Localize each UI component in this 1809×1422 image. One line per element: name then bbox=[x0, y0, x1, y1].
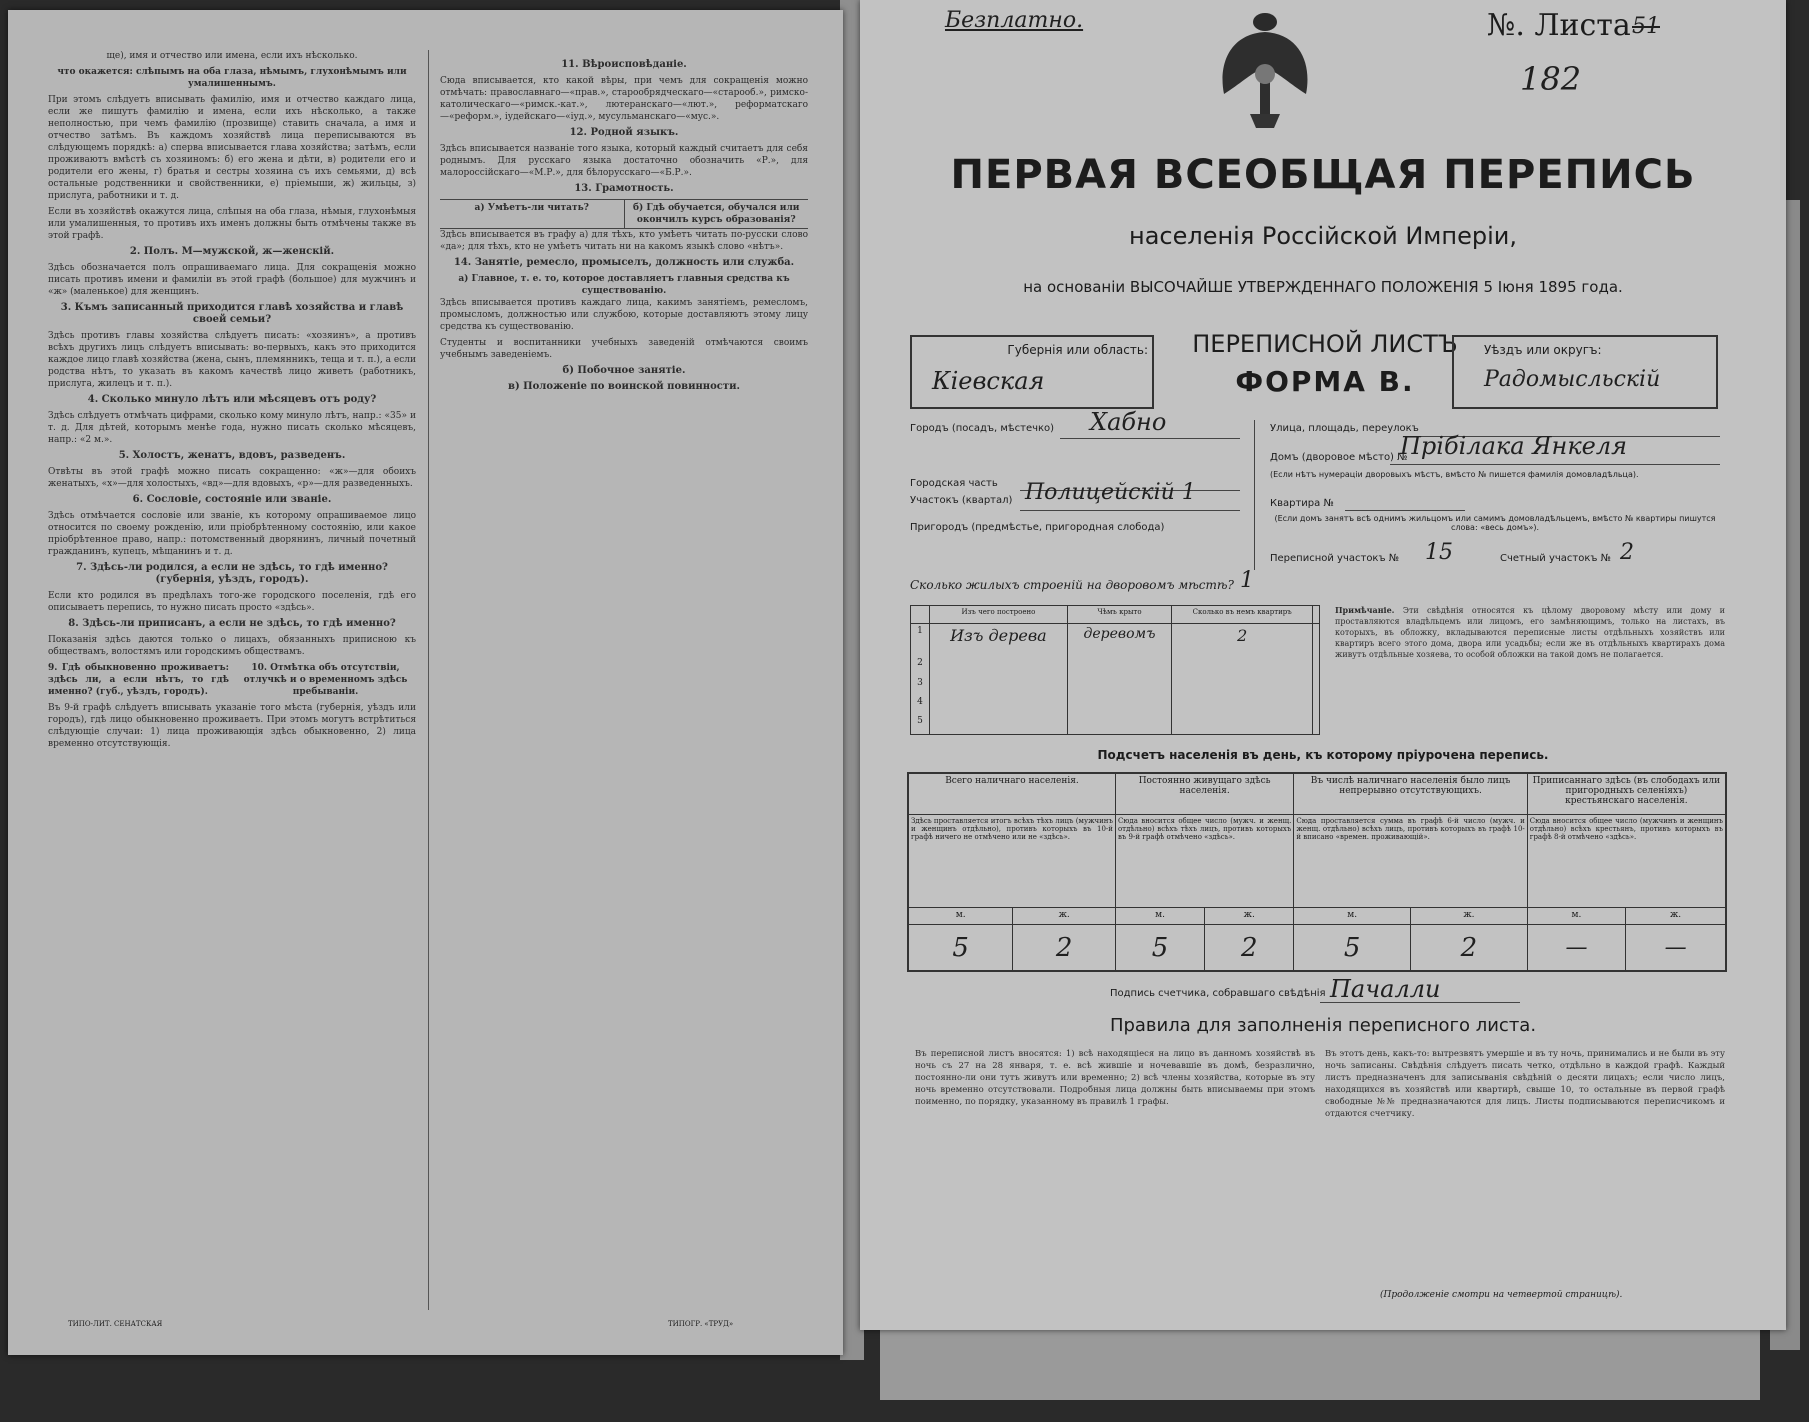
uchastok-label: Участокъ (квартал) bbox=[910, 495, 1013, 506]
uezd-box bbox=[1452, 335, 1718, 409]
pop-zh: ж. bbox=[1013, 907, 1116, 924]
rules-column-2: Въ этотъ день, какъ-то: вытрезвятъ умершіе и въ ту ночь, принимались и не были въ эту ночь записаны. Свѣдѣнія слѣдуетъ писать четко, отдѣльно в каждой графѣ. Каждый листъ предназначенъ для записыванія свѣдѣній о десяти лицахъ; если число лицъ, находящихся въ хозяйствѣ или квартирѣ, свыше 10, то остальные въ первой графѣ свободные №№ предназначаются для лицъ. Листы подписываются переписчикомъ и отдаются счетчику. bbox=[1325, 1049, 1725, 1119]
census-form-page bbox=[860, 0, 1786, 1330]
section-14-text: Здѣсь вписывается противъ каждаго лица, какимъ занятіемъ, ремесломъ, промысломъ, должностью или службою, которые доставляютъ этому лицу средства къ существованію. bbox=[440, 298, 808, 332]
rules-footer: (Продолженіе смотри на четвертой страницѣ). bbox=[1380, 1290, 1623, 1300]
gorod-label: Городъ (посадъ, мѣстечко) bbox=[910, 423, 1055, 434]
btable-cell bbox=[1313, 695, 1320, 714]
address-divider bbox=[1254, 420, 1255, 570]
pop-subtext-2: Сюда вносится общее число (мужч. и женщ. отдѣльно) всѣхъ тѣхъ лицъ, противъ которыхъ въ 9-й графѣ отмѣчено «здѣсь». bbox=[1115, 814, 1293, 907]
sheet-number-old: 51 bbox=[1632, 14, 1660, 39]
pop-zh: ж. bbox=[1205, 907, 1294, 924]
buildings-note bbox=[1335, 605, 1725, 740]
section-11-text: Сюда вписывается, кто какой вѣры, при чемъ для сокращенія можно отмѣчать: православнаго—«прав.», старообрядческаго—«старооб.», римско-католическаго—«римск.-кат.», лютеранскаго—«лют.», реформатскаго—«реформ.», іудейскаго—«іуд.», мусульманскаго—«мус.». bbox=[440, 76, 808, 122]
section-8-heading: 8. Здѣсь-ли приписанъ, а если не здѣсь, то гдѣ именно? bbox=[68, 618, 396, 629]
perep-value: 15 bbox=[1425, 540, 1453, 565]
btable-cell: 4 bbox=[911, 695, 930, 714]
col1-intro: что окажется: слѣпымъ на оба глаза, нѣмымъ, глухонѣмымъ или умалишеннымъ. bbox=[57, 67, 407, 89]
uchastok-line bbox=[1020, 510, 1240, 511]
schet-value: 2 bbox=[1620, 540, 1634, 565]
btable-cell bbox=[1067, 714, 1171, 734]
pop-header-total: Всего наличнаго населенія. bbox=[908, 773, 1115, 814]
btable-cell: 5 bbox=[911, 714, 930, 734]
pop-header-absent: Въ числѣ наличнаго населенія было лицъ непрерывно отсутствующихъ. bbox=[1294, 773, 1527, 814]
btable-cell bbox=[1172, 695, 1313, 714]
section-2-heading: 2. Полъ. М—мужской, ж—женскій. bbox=[129, 246, 335, 257]
signature-value: Пачалли bbox=[1330, 975, 1441, 1003]
col2-tail: Студенты и воспитанники учебныхъ заведеній отмѣчаются своимъ учебнымъ заведеніемъ. bbox=[440, 338, 808, 360]
footer-left: ТИПО-ЛИТ. СЕНАТСКАЯ bbox=[68, 1320, 163, 1328]
section-9-heading: 9. Гдѣ обыкновенно проживаетъ: здѣсь ли, а если нѣтъ, то гдѣ именно? (губ., уѣздъ, городъ). bbox=[48, 663, 229, 697]
table-row bbox=[911, 624, 1320, 657]
section-5-text: Отвѣты въ этой графѣ можно писать сокращенно: «ж»—для обоихъ женатыхъ, «х»—для холостыхъ, «вд»—для вдовыхъ, «р»—для разведенныхъ. bbox=[48, 467, 416, 489]
dom-note: (Если нѣтъ нумераціи дворовыхъ мѣстъ, вмѣсто № пишется фамилія домовладѣльца). bbox=[1270, 470, 1639, 479]
pop-header-permanent: Постоянно живущаго здѣсь населенія. bbox=[1115, 773, 1293, 814]
section-6-text: Здѣсь отмѣчается сословіе или званіе, къ которому опрашиваемое лицо относится по своему рожденію, или пріобрѣтенному состоянію, или какое пріобрѣтенное право, напр.: потомственный дворянинъ, личный почетный гражданинъ, купецъ, мѣщанинъ и т. д. bbox=[48, 511, 416, 557]
col1-top: ще), имя и отчество или имена, если ихъ нѣсколько. bbox=[106, 51, 358, 61]
btable-cell bbox=[930, 656, 1068, 675]
uezd-value: Радомысльскій bbox=[1484, 367, 1661, 392]
prigorod-label: Пригородъ (предмѣстье, пригородная слобода) bbox=[910, 522, 1165, 533]
btable-cell bbox=[1172, 676, 1313, 695]
imperial-eagle-emblem bbox=[1210, 4, 1320, 134]
signature-line bbox=[1320, 1002, 1520, 1003]
btable-cell bbox=[1067, 656, 1171, 675]
gubernia-value: Кіевская bbox=[932, 367, 1045, 395]
gubernia-box bbox=[910, 335, 1154, 409]
population-header-row bbox=[908, 773, 1726, 814]
btable-h-roof: Чѣмъ крыто bbox=[1067, 606, 1171, 624]
btable-cell bbox=[1313, 676, 1320, 695]
form-subtitle: населенія Россійской Имперіи, bbox=[1129, 222, 1517, 250]
population-table bbox=[907, 772, 1727, 972]
btable-cell bbox=[1313, 714, 1320, 734]
section-13-text: Здѣсь вписывается въ графу а) для тѣхъ, кто умѣетъ читать по-русски слово «да»; для тѣхъ, кто не умѣетъ читать ни на какомъ языкѣ слово «нѣтъ». bbox=[440, 230, 808, 252]
section-15-heading: б) Побочное занятіе. bbox=[562, 365, 686, 376]
btable-cell bbox=[1067, 676, 1171, 695]
pop-value: 2 bbox=[1205, 925, 1294, 971]
section-13-heading: 13. Грамотность. bbox=[574, 183, 674, 194]
gorod-line bbox=[1060, 438, 1240, 439]
col1-para1: При этомъ слѣдуетъ вписывать фамилію, имя и отчество каждаго лица, если же пишутъ фамилію и имена, если ихъ нѣсколько, а также неполностью, при чемъ фамилію (прозвище) ставить сначала, а имя и отчество затѣмъ. Въ каждомъ хозяйствѣ лица переписываются въ слѣдующемъ порядкѣ: а) сперва вписывается глава хозяйства; затѣмъ, если проживаютъ вмѣстѣ съ хозяиномъ: б) его жена и дѣти, в) родители его и родители его жены, г) братья и сестры хозяина съ ихъ семьями, д) всѣ остальные родственники и свойственники, е) пріемыши, ж) жильцы, з) прислуга, работники и т. д. bbox=[48, 95, 416, 201]
buildings-table-header bbox=[911, 606, 1320, 624]
pop-m: м. bbox=[1294, 907, 1411, 924]
section-5-heading: 5. Холостъ, женатъ, вдовъ, разведенъ. bbox=[118, 450, 346, 461]
btable-cell: 1 bbox=[911, 624, 930, 657]
btable-cell: 3 bbox=[911, 676, 930, 695]
pop-value: 2 bbox=[1013, 925, 1116, 971]
table-row bbox=[911, 695, 1320, 714]
note-title: Примѣчаніе. bbox=[1335, 605, 1395, 615]
section-4-text: Здѣсь слѣдуетъ отмѣчать цифрами, сколько кому минуло лѣтъ, напр.: «35» и т. д. Для дѣтей, которымъ менѣе года, нужно писать сколько мѣсяцевъ, напр.: «2 м.». bbox=[48, 411, 416, 445]
pop-value: 5 bbox=[908, 925, 1013, 971]
uchastok-value: Полицейскій 1 bbox=[1025, 480, 1196, 505]
section-7-text: Если кто родился въ предѣлахъ того-же городского поселенія, гдѣ его описываетъ перепись, то нужно писать просто «здѣсь». bbox=[48, 591, 416, 613]
table-row bbox=[911, 714, 1320, 734]
dom-line bbox=[1390, 464, 1720, 465]
section-16-heading: в) Положеніе по воинской повинности. bbox=[508, 381, 740, 392]
btable-h-extra bbox=[1313, 606, 1320, 624]
note-text: Эти свѣдѣнія относятся къ цѣлому дворовому мѣсту или дому и проставляются владѣльцемъ или лицомъ, его замѣняющимъ, только на листахъ, въ которыхъ, въ обложку, вкладываются переписные листы отдѣльныхъ хозяйствъ или квартиръ всего этого дома, двора или усадьбы; если же въ отдѣльныхъ квартирахъ дома живутъ отдѣльные хозяева, то особой обложки на такой домъ не полагается. bbox=[1335, 606, 1725, 659]
buildings-question: Сколько жилыхъ строеній на дворовомъ мѣстѣ? bbox=[910, 578, 1234, 592]
form-main-title: ПЕРВАЯ ВСЕОБЩАЯ ПЕРЕПИСЬ bbox=[950, 152, 1696, 198]
btable-cell bbox=[1313, 656, 1320, 675]
pop-value: — bbox=[1527, 925, 1625, 971]
footer-right: ТИПОГР. «ТРУД» bbox=[668, 1320, 734, 1328]
kv-line bbox=[1345, 510, 1465, 511]
kv-label: Квартира № bbox=[1270, 498, 1334, 509]
pop-value: 5 bbox=[1115, 925, 1204, 971]
rules-title: Правила для заполненія переписного листа. bbox=[1109, 1015, 1537, 1036]
btable-cell: Изъ дерева bbox=[930, 624, 1068, 657]
form-title-1: ПЕРЕПИСНОЙ ЛИСТЪ bbox=[1192, 330, 1458, 358]
underlying-page-bottom bbox=[880, 1320, 1760, 1400]
pop-m: м. bbox=[908, 907, 1013, 924]
dom-value: Прібілака Янкеля bbox=[1400, 432, 1628, 460]
pop-value: 2 bbox=[1411, 925, 1528, 971]
form-decree-line: на основаніи ВЫСОЧАЙШЕ УТВЕРЖДЕННАГО ПОЛОЖЕНІЯ 5 Іюня 1895 года. bbox=[1023, 278, 1623, 296]
column-divider bbox=[428, 50, 429, 1310]
section-8-text: Показанія здѣсь даются только о лицахъ, обязанныхъ приписною къ обществамъ, волостямъ или городскимъ обществамъ. bbox=[48, 635, 416, 657]
section-6-heading: 6. Сословіе, состояніе или званіе. bbox=[132, 494, 332, 505]
btable-h-kv: Сколько въ немъ квартиръ bbox=[1172, 606, 1313, 624]
pop-value: 5 bbox=[1294, 925, 1411, 971]
pop-m: м. bbox=[1115, 907, 1204, 924]
section-3-heading: 3. Къмъ записанный приходится главѣ хозяйства и главѣ своей семьи? bbox=[60, 302, 404, 325]
section-13a: а) Умѣетъ-ли читать? bbox=[440, 200, 625, 228]
col1-tail: Въ 9-й графѣ слѣдуетъ вписывать указаніе того мѣста (губернія, уѣздъ или городъ), гдѣ лицо обыкновенно проживаетъ. При этомъ могутъ встрѣтиться слѣдующіе случаи: 1) лица проживающія здѣсь обыкновенно, 2) лица временно отсутствующія. bbox=[48, 703, 416, 749]
free-label: Безплатно. bbox=[945, 8, 1084, 33]
pop-m: м. bbox=[1527, 907, 1625, 924]
perep-label: Переписной участокъ № bbox=[1270, 553, 1400, 564]
btable-cell: 2 bbox=[1172, 624, 1313, 657]
table-row bbox=[911, 656, 1320, 675]
section-2-text: Здѣсь обозначается полъ опрашиваемаго лица. Для сокращенія можно писать противъ имени и фамиліи въ этой графѣ (большое) для мужчинъ и «ж» (маленькое) для женщинъ. bbox=[48, 263, 416, 297]
rules-column-1: Въ переписной листъ вносятся: 1) всѣ находящіеся на лицо въ данномъ хозяйствѣ въ ночь съ 27 на 28 января, т. е. всѣ жившіе и ночевавшіе въ домѣ, безразлично, постоянно-ли они тутъ живутъ или временно; 2) всѣ члены хозяйства, которые въ эту ночь временно отсутствовали. Подробныя лица должны быть вписываемы при этомъ поименно, по порядку, указанному въ правилѣ 1 графы. bbox=[915, 1049, 1315, 1107]
btable-cell bbox=[1313, 624, 1320, 657]
section-10-heading: 10. Отмѣтка объ отсутствіи, отлучкѣ и о временномъ здѣсь пребываніи. bbox=[243, 663, 408, 697]
population-title: Подсчетъ населенія въ день, къ которому пріурочена перепись. bbox=[1097, 748, 1549, 762]
buildings-table bbox=[910, 605, 1320, 735]
btable-cell: деревомъ bbox=[1067, 624, 1171, 657]
sheet-number-handwritten: 182 bbox=[1520, 60, 1582, 98]
gorod-value: Хабно bbox=[1090, 408, 1167, 436]
section-4-heading: 4. Сколько минуло лѣтъ или мѣсяцевъ отъ роду? bbox=[87, 394, 377, 405]
btable-cell bbox=[1067, 695, 1171, 714]
dom-label: Домъ (дворовое мѣсто) № bbox=[1270, 452, 1408, 463]
kv-note: (Если домъ занятъ всѣ однимъ жильцомъ или самимъ домовладѣльцемъ, вмѣсто № квартиры пишутся слова: «весь домъ»). bbox=[1274, 514, 1716, 532]
form-title-2: ФОРМА В. bbox=[1235, 365, 1415, 398]
btable-cell bbox=[930, 676, 1068, 695]
section-3-text: Здѣсь противъ главы хозяйства слѣдуетъ писать: «хозяинъ», а противъ всѣхъ другихъ лицъ слѣдуетъ вписывать: во-первыхъ, какъ это приходится каждое лицо главѣ хозяйства (жена, сынъ, племянникъ, теща и т. п.), а если родства нѣтъ, то указать въ какомъ качествѣ лицо живетъ (работникъ, прислуга, жилецъ и т. п.). bbox=[48, 331, 416, 389]
btable-cell bbox=[1172, 656, 1313, 675]
uezd-label: Уѣздъ или округъ: bbox=[1484, 343, 1602, 357]
buildings-answer: 1 bbox=[1240, 568, 1254, 593]
pop-subtext-4: Сюда вносится общее число (мужчинъ и женщинъ отдѣльно) всѣхъ крестьянъ, противъ которыхъ въ графѣ 8-й отмѣчено «здѣсь». bbox=[1527, 814, 1726, 907]
section-14a: а) Главное, т. е. то, которое доставляетъ главныя средства къ существованію. bbox=[458, 274, 790, 296]
btable-cell bbox=[930, 695, 1068, 714]
btable-cell bbox=[1172, 714, 1313, 734]
pop-zh: ж. bbox=[1411, 907, 1528, 924]
street-label: Улица, площадь, переулокъ bbox=[1270, 423, 1419, 434]
chast-label: Городская часть bbox=[910, 478, 998, 489]
btable-cell: 2 bbox=[911, 656, 930, 675]
btable-h-mat: Изъ чего построено bbox=[930, 606, 1068, 624]
col1-para2: Если въ хозяйствѣ окажутся лица, слѣпыя на оба глаза, нѣмыя, глухонѣмыя или умалишенныя, то противъ ихъ именъ должны быть отмѣчены также въ этой графѣ. bbox=[48, 207, 416, 241]
section-14-heading: 14. Занятіе, ремесло, промыселъ, должность или служба. bbox=[453, 257, 795, 268]
section-13b: б) Гдѣ обучается, обучался или окончилъ курсъ образованія? bbox=[633, 203, 800, 225]
pop-subtext-3: Сюда проставляется сумма въ графѣ 6-й число (мужч. и женщ. отдѣльно) всѣхъ лицъ, противъ которыхъ въ графѣ 10-й вписано «времен. проживающій». bbox=[1294, 814, 1527, 907]
gubernia-label: Губернія или область: bbox=[1007, 343, 1148, 357]
instructions-column-1 bbox=[48, 50, 416, 1340]
section-7-heading: 7. Здѣсь-ли родился, а если не здѣсь, то гдѣ именно? (губернія, уѣздъ, городъ). bbox=[76, 562, 388, 585]
population-mf-row bbox=[908, 907, 1726, 924]
section-12-heading: 12. Родной языкъ. bbox=[569, 127, 679, 138]
table-row bbox=[911, 676, 1320, 695]
schet-label: Счетный участокъ № bbox=[1500, 553, 1612, 564]
population-values-row bbox=[908, 925, 1726, 971]
pop-subtext-1: Здѣсь проставляется итогъ всѣхъ тѣхъ лицъ (мужчинъ и женщинъ отдѣльно), противъ которыхъ въ 10-й графѣ ничего не отмѣчено или не «здѣсь». bbox=[908, 814, 1115, 907]
pop-value: — bbox=[1626, 925, 1726, 971]
btable-h-num bbox=[911, 606, 930, 624]
population-subtext-row bbox=[908, 814, 1726, 907]
signature-label: Подпись счетчика, собравшаго свѣдѣнія bbox=[1110, 988, 1326, 999]
sheet-number-label: №. Листа bbox=[1487, 8, 1631, 43]
section-11-heading: 11. Вѣроисповѣданіе. bbox=[561, 59, 687, 70]
pop-zh: ж. bbox=[1626, 907, 1726, 924]
section-12-text: Здѣсь вписывается названіе того языка, который каждый считаетъ для себя роднымъ. Для русскаго языка достаточно обозначить «Р.», для малороссійскаго—«М.Р.», для бѣлорусскаго—«Б.Р.». bbox=[440, 144, 808, 178]
pop-header-peasant: Приписаннаго здѣсь (въ слободахъ или пригородныхъ селеніяхъ) крестьянскаго населенія. bbox=[1527, 773, 1726, 814]
instructions-column-2 bbox=[440, 55, 808, 1345]
instructions-page bbox=[8, 10, 843, 1355]
btable-cell bbox=[930, 714, 1068, 734]
